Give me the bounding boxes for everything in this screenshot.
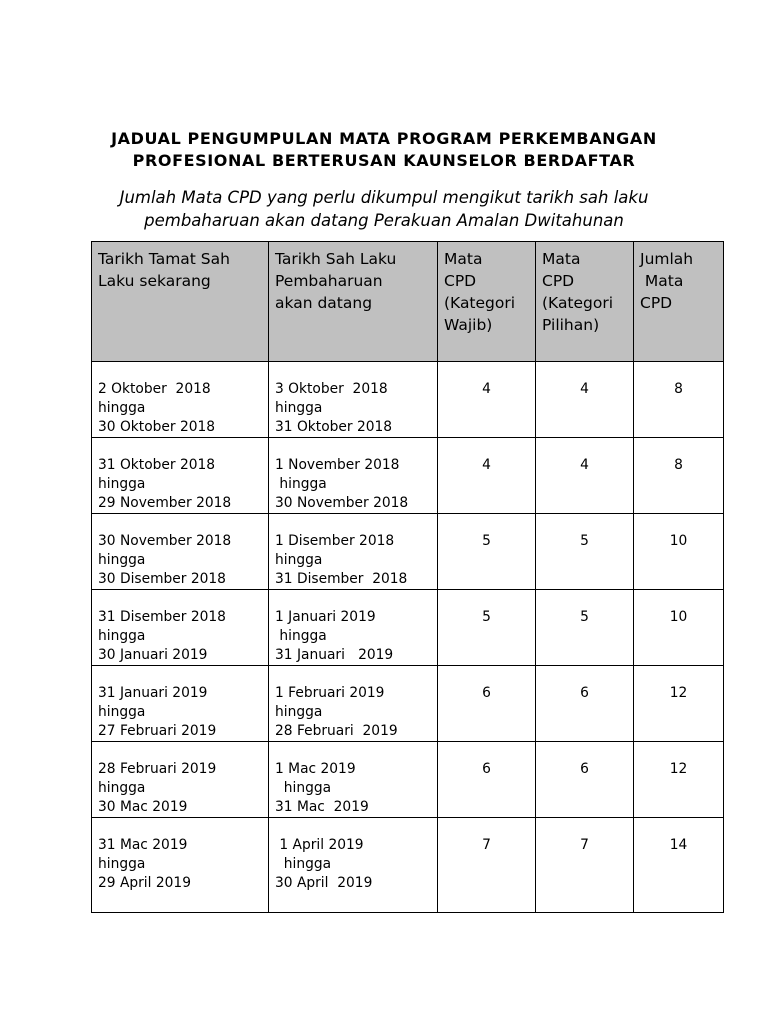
header-optional-points: Mata CPD (Kategori Pilihan) <box>536 242 634 362</box>
cell-mandatory-points: 4 <box>438 438 536 514</box>
cell-mandatory-points: 6 <box>438 742 536 818</box>
title-line-2: PROFESIONAL BERTERUSAN KAUNSELOR BERDAFTAR <box>132 151 636 170</box>
subtitle-line-1: Jumlah Mata CPD yang perlu dikumpul mengikut tarikh sah laku <box>119 188 649 207</box>
cell-total-points: 8 <box>634 438 724 514</box>
cell-current-validity: 28 Februari 2019 hingga 30 Mac 2019 <box>92 742 269 818</box>
cell-optional-points: 6 <box>536 742 634 818</box>
cell-current-validity: 31 Mac 2019 hingga 29 April 2019 <box>92 818 269 913</box>
cell-total-points: 12 <box>634 742 724 818</box>
table-row <box>92 590 724 666</box>
header-total-points: Jumlah Mata CPD <box>634 242 724 362</box>
cell-total-points: 10 <box>634 514 724 590</box>
cell-mandatory-points: 5 <box>438 514 536 590</box>
cell-optional-points: 4 <box>536 362 634 438</box>
cell-total-points: 8 <box>634 362 724 438</box>
table-row <box>92 818 724 913</box>
cpd-points-table <box>91 241 724 913</box>
cell-optional-points: 4 <box>536 438 634 514</box>
cell-renewal-validity: 1 Januari 2019 hingga 31 Januari 2019 <box>269 590 438 666</box>
table-header-row <box>92 242 724 362</box>
cell-total-points: 12 <box>634 666 724 742</box>
cell-optional-points: 5 <box>536 590 634 666</box>
cell-optional-points: 7 <box>536 818 634 913</box>
cell-mandatory-points: 6 <box>438 666 536 742</box>
cell-renewal-validity: 1 April 2019 hingga 30 April 2019 <box>269 818 438 913</box>
table-row <box>92 514 724 590</box>
cell-renewal-validity: 1 Februari 2019 hingga 28 Februari 2019 <box>269 666 438 742</box>
table-row <box>92 742 724 818</box>
header-mandatory-points: Mata CPD (Kategori Wajib) <box>438 242 536 362</box>
header-current-validity: Tarikh Tamat Sah Laku sekarang <box>92 242 269 362</box>
subtitle-line-2: pembaharuan akan datang Perakuan Amalan Dwitahunan <box>144 211 624 230</box>
table-row <box>92 362 724 438</box>
cell-optional-points: 6 <box>536 666 634 742</box>
cell-renewal-validity: 3 Oktober 2018 hingga 31 Oktober 2018 <box>269 362 438 438</box>
cell-current-validity: 31 Januari 2019 hingga 27 Februari 2019 <box>92 666 269 742</box>
cell-total-points: 10 <box>634 590 724 666</box>
cell-mandatory-points: 7 <box>438 818 536 913</box>
cell-current-validity: 2 Oktober 2018 hingga 30 Oktober 2018 <box>92 362 269 438</box>
cell-renewal-validity: 1 Mac 2019 hingga 31 Mac 2019 <box>269 742 438 818</box>
cell-renewal-validity: 1 November 2018 hingga 30 November 2018 <box>269 438 438 514</box>
cell-mandatory-points: 4 <box>438 362 536 438</box>
title-line-1: JADUAL PENGUMPULAN MATA PROGRAM PERKEMBANGAN <box>111 129 657 148</box>
table-row <box>92 438 724 514</box>
header-renewal-validity: Tarikh Sah Laku Pembaharuan akan datang <box>269 242 438 362</box>
cell-optional-points: 5 <box>536 514 634 590</box>
document-subtitle <box>0 186 768 232</box>
cell-total-points: 14 <box>634 818 724 913</box>
cell-renewal-validity: 1 Disember 2018 hingga 31 Disember 2018 <box>269 514 438 590</box>
cell-current-validity: 31 Disember 2018 hingga 30 Januari 2019 <box>92 590 269 666</box>
cell-current-validity: 31 Oktober 2018 hingga 29 November 2018 <box>92 438 269 514</box>
document-title <box>0 128 768 172</box>
table-row <box>92 666 724 742</box>
cell-mandatory-points: 5 <box>438 590 536 666</box>
cell-current-validity: 30 November 2018 hingga 30 Disember 2018 <box>92 514 269 590</box>
